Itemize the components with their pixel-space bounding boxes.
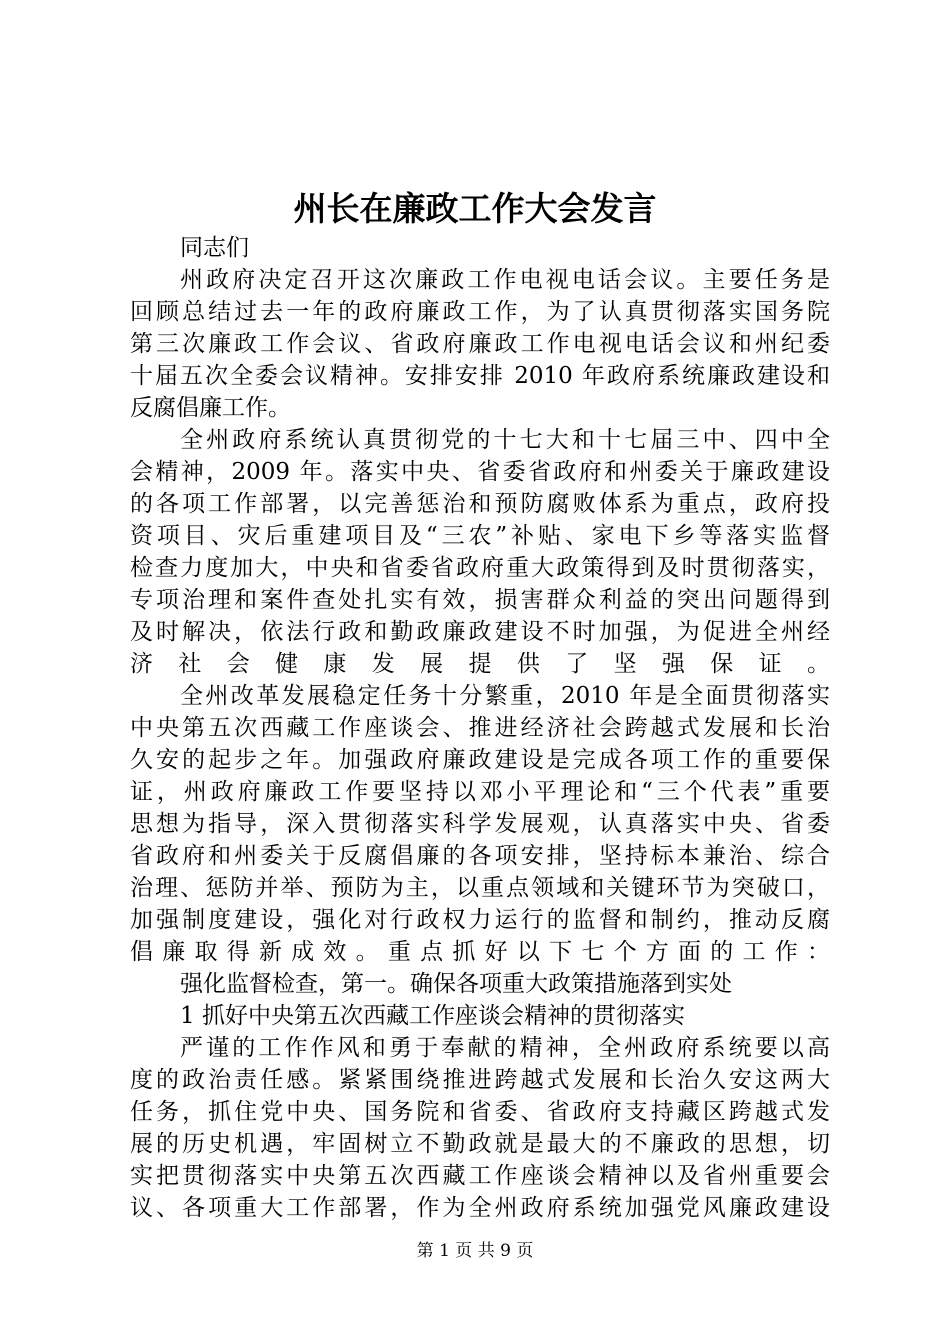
paragraph-line: 严谨的工作作风和勇于奉献的精神，全州政府系统要以高 bbox=[180, 1035, 830, 1061]
paragraph-line: 省政府和州委关于反腐倡廉的各项安排，坚持标本兼治、综合 bbox=[130, 843, 830, 869]
paragraph-line: 中央第五次西藏工作座谈会、推进经济社会跨越式发展和长治 bbox=[130, 715, 830, 741]
paragraph-line: 会精神，2009 年。落实中央、省委省政府和州委关于廉政建设 bbox=[130, 459, 830, 485]
paragraph-line: 证，州政府廉政工作要坚持以邓小平理论和“三个代表”重要 bbox=[130, 779, 830, 805]
paragraph-line: 任务，抓住党中央、国务院和省委、省政府支持藏区跨越式发 bbox=[130, 1099, 830, 1125]
paragraph-line: 全州政府系统认真贯彻党的十七大和十七届三中、四中全 bbox=[180, 427, 830, 453]
paragraph-line: 十届五次全委会议精神。安排安排 2010 年政府系统廉政建设和 bbox=[130, 363, 830, 389]
paragraph bbox=[130, 1032, 830, 1224]
paragraph-line: 度的政治责任感。紧紧围绕推进跨越式发展和长治久安这两大 bbox=[130, 1067, 830, 1093]
paragraph-line: 倡廉取得新成效。重点抓好以下七个方面的工作： bbox=[130, 939, 830, 965]
paragraph-line: 1 抓好中央第五次西藏工作座谈会精神的贯彻落实 bbox=[180, 1003, 685, 1029]
paragraph bbox=[130, 232, 830, 264]
paragraph bbox=[130, 1000, 830, 1032]
paragraph-line: 全州改革发展稳定任务十分繁重，2010 年是全面贯彻落实 bbox=[180, 683, 830, 709]
page-footer: 第 1 页 共 9 页 bbox=[416, 1241, 534, 1261]
paragraph-line: 思想为指导，深入贯彻落实科学发展观，认真落实中央、省委 bbox=[130, 811, 830, 837]
paragraph-line: 检查力度加大，中央和省委省政府重大政策得到及时贯彻落实， bbox=[130, 555, 830, 581]
document-body bbox=[130, 232, 830, 1224]
paragraph-line: 反腐倡廉工作。 bbox=[130, 395, 291, 421]
paragraph-line: 及时解决，依法行政和勤政廉政建设不时加强，为促进全州经 bbox=[130, 619, 830, 645]
paragraph-line: 加强制度建设，强化对行政权力运行的监督和制约，推动反腐 bbox=[130, 907, 830, 933]
paragraph-line: 议、各项重大工作部署，作为全州政府系统加强党风廉政建设 bbox=[130, 1195, 830, 1221]
paragraph-line: 实把贯彻落实中央第五次西藏工作座谈会精神以及省州重要会 bbox=[130, 1163, 830, 1189]
paragraph-line: 治理、惩防并举、预防为主，以重点领域和关键环节为突破口， bbox=[130, 875, 830, 901]
paragraph-line: 第三次廉政工作会议、省政府廉政工作电视电话会议和州纪委 bbox=[130, 331, 830, 357]
paragraph-line: 回顾总结过去一年的政府廉政工作，为了认真贯彻落实国务院 bbox=[130, 299, 830, 325]
paragraph-line: 的各项工作部署，以完善惩治和预防腐败体系为重点，政府投 bbox=[130, 491, 830, 517]
paragraph-line: 专项治理和案件查处扎实有效，损害群众利益的突出问题得到 bbox=[130, 587, 830, 613]
paragraph bbox=[130, 680, 830, 968]
paragraph-line: 资项目、灾后重建项目及“三农”补贴、家电下乡等落实监督 bbox=[130, 523, 830, 549]
paragraph bbox=[130, 968, 830, 1000]
paragraph-line: 强化监督检查，第一。确保各项重大政策措施落到实处 bbox=[180, 971, 732, 997]
paragraph bbox=[130, 424, 830, 680]
paragraph-line: 州政府决定召开这次廉政工作电视电话会议。主要任务是 bbox=[180, 267, 830, 293]
paragraph-line: 久安的起步之年。加强政府廉政建设是完成各项工作的重要保 bbox=[130, 747, 830, 773]
paragraph-line: 展的历史机遇，牢固树立不勤政就是最大的不廉政的思想，切 bbox=[130, 1131, 830, 1157]
paragraph-line: 济社会健康发展提供了坚强保证。 bbox=[130, 651, 830, 677]
paragraph-line: 同志们 bbox=[180, 235, 249, 261]
paragraph bbox=[130, 264, 830, 424]
document-title: 州长在廉政工作大会发言 bbox=[293, 189, 657, 228]
